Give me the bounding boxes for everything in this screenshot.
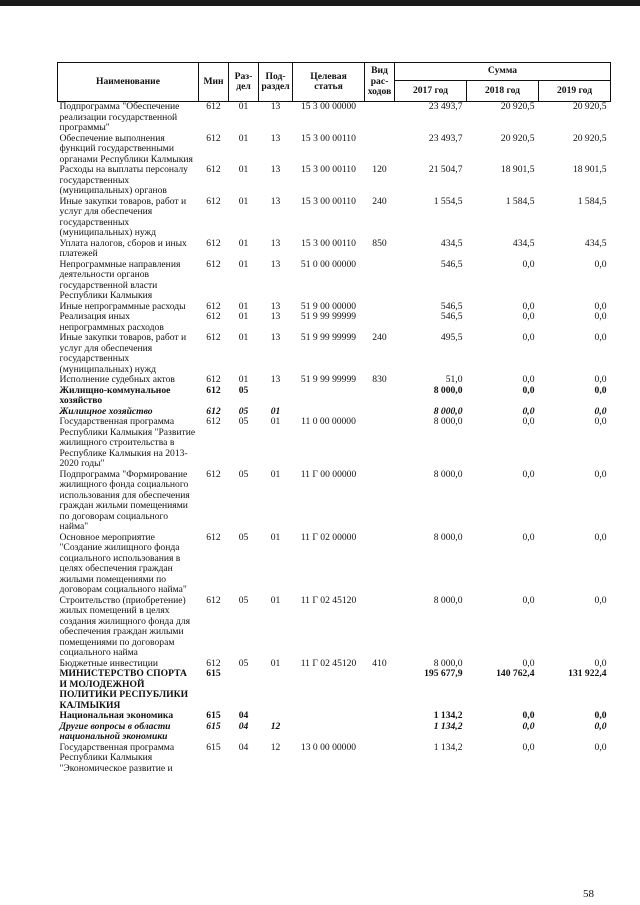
row-subsection-code: 13	[270, 101, 281, 112]
row-target-article: 15 3 00 00110	[301, 237, 356, 249]
table-row	[58, 711, 611, 722]
row-name: Строительство (приобретение) жилых помещений в целях создания жилищного фонда для обеспечения граждан жилыми помещениями по договорам социального найма	[59, 594, 191, 658]
row-sum-2019: 0,0	[594, 258, 607, 270]
row-expense-type	[365, 407, 395, 418]
row-sum-2019: 0,0	[594, 300, 607, 312]
row-section-code: 01	[238, 332, 249, 343]
row-section-code: 04	[238, 710, 249, 721]
row-sum-2018: 0,0	[522, 468, 535, 480]
table-row	[58, 260, 611, 302]
row-sum-2017: 546,5	[440, 311, 463, 322]
row-sum-2017: 495,5	[440, 332, 463, 343]
row-name: Жилищное хозяйство	[59, 405, 153, 417]
row-section-code: 01	[238, 237, 249, 249]
row-ministry-code: 612	[206, 468, 221, 480]
row-sum-2018: 0,0	[522, 311, 535, 322]
row-ministry-code: 612	[206, 594, 221, 606]
row-target-article: 15 3 00 00000	[300, 101, 357, 112]
row-sum-2017: 8 000,0	[433, 416, 463, 427]
row-ministry-code: 612	[206, 300, 221, 312]
row-target-article	[293, 722, 365, 743]
row-expense-type: 240	[372, 332, 387, 343]
row-name: Исполнение судебных актов	[59, 374, 175, 385]
row-name: Иные непрограммные расходы	[59, 300, 186, 312]
row-subsection-code: 01	[270, 468, 281, 480]
row-ministry-code: 612	[206, 101, 221, 112]
table-row	[58, 197, 611, 239]
table-row	[58, 386, 611, 407]
row-section-code: 04	[238, 741, 249, 753]
row-sum-2019: 0,0	[594, 311, 607, 322]
row-section-code: 04	[238, 720, 249, 732]
row-target-article: 11 0 00 00000	[301, 416, 356, 427]
row-sum-2017: 195 677,9	[424, 668, 463, 679]
row-sum-2019: 0,0	[594, 741, 607, 753]
row-sum-2018: 0,0	[522, 374, 535, 385]
row-target-article: 15 3 00 00110	[301, 195, 356, 207]
row-sum-2017: 21 504,7	[428, 164, 463, 175]
row-section-code: 01	[238, 374, 249, 385]
row-subsection-code: 01	[270, 531, 281, 543]
header-expense-type: Вид рас- ходов	[365, 63, 395, 102]
row-sum-2019: 20 920,5	[572, 101, 607, 112]
row-expense-type	[365, 669, 395, 711]
row-sum-2019: 0,0	[594, 531, 607, 543]
row-name: Основное мероприятие "Создание жилищного фонда социального использования в целях обеспечения граждан жилыми помещениями по договорам социального найма"	[59, 531, 187, 595]
row-name: Непрограммные направления деятельности органов государственной власти Республики Калмыкия	[59, 258, 181, 301]
row-target-article: 51 9 00 00000	[300, 300, 357, 312]
row-ministry-code: 615	[206, 710, 221, 721]
table-row	[58, 134, 611, 166]
table-row	[58, 417, 611, 470]
row-expense-type	[365, 533, 395, 596]
row-subsection-code: 01	[270, 594, 281, 606]
row-sum-2018: 0,0	[522, 300, 535, 312]
row-target-article: 11 Г 02 45120	[300, 657, 357, 669]
row-sum-2018: 1 584,5	[505, 195, 535, 207]
row-name: Подпрограмма "Обеспечение реализации государственной программы"	[59, 101, 180, 133]
row-sum-2017: 8 000,0	[433, 531, 463, 543]
row-sum-2017: 8 000,0	[433, 468, 463, 480]
header-min: Мин	[199, 63, 229, 102]
row-ministry-code: 612	[206, 332, 221, 343]
row-expense-type: 240	[372, 195, 387, 207]
row-sum-2017: 546,5	[440, 258, 463, 270]
row-ministry-code: 612	[206, 258, 221, 270]
row-ministry-code: 612	[206, 311, 221, 322]
row-sum-2018: 0,0	[522, 332, 535, 343]
budget-table	[57, 62, 611, 774]
row-subsection-code: 01	[270, 405, 281, 417]
table-row	[58, 669, 611, 711]
table-row	[58, 102, 611, 134]
row-ministry-code: 612	[206, 531, 221, 543]
row-section-code: 05	[238, 594, 249, 606]
row-sum-2017: 546,5	[440, 300, 463, 312]
row-section-code: 05	[238, 405, 249, 417]
row-subsection-code	[259, 669, 293, 711]
row-sum-2019: 0,0	[594, 710, 607, 721]
row-ministry-code: 612	[206, 164, 221, 175]
row-ministry-code: 612	[206, 374, 221, 385]
row-expense-type	[365, 596, 395, 659]
row-section-code: 01	[238, 311, 249, 322]
header-sum: Сумма	[395, 63, 611, 81]
row-sum-2018: 0,0	[522, 720, 535, 732]
row-sum-2019: 1 584,5	[577, 195, 607, 207]
row-name: Жилищно-коммунальное хозяйство	[59, 384, 171, 406]
row-sum-2018: 140 762,4	[496, 668, 535, 679]
row-section-code: 01	[238, 101, 249, 112]
row-subsection-code: 01	[270, 657, 281, 669]
row-sum-2019: 0,0	[594, 657, 607, 669]
table-header	[58, 63, 611, 102]
row-sum-2019: 434,5	[584, 237, 607, 249]
row-sum-2018: 0,0	[522, 531, 535, 543]
table-row	[58, 375, 611, 386]
row-name: Иные закупки товаров, работ и услуг для обеспечения государственных (муниципальных) нужд	[59, 195, 187, 238]
row-section-code: 05	[238, 531, 249, 543]
row-sum-2017: 23 493,7	[428, 132, 463, 144]
row-sum-2017: 8 000,0	[433, 384, 463, 396]
row-sum-2019: 131 922,4	[568, 668, 607, 679]
row-expense-type	[365, 722, 395, 743]
row-sum-2017: 1 134,2	[433, 741, 463, 753]
row-sum-2017: 1 134,2	[433, 710, 463, 721]
row-sum-2017: 51,0	[445, 374, 463, 385]
row-sum-2018: 0,0	[522, 657, 535, 669]
row-sum-2019: 0,0	[594, 405, 607, 417]
row-target-article: 11 Г 00 00000	[300, 468, 357, 480]
row-ministry-code: 612	[206, 195, 221, 207]
row-sum-2018: 18 901,5	[500, 164, 535, 175]
row-section-code: 05	[238, 416, 249, 427]
row-expense-type	[365, 312, 395, 333]
row-section-code: 01	[238, 164, 249, 175]
row-sum-2019: 0,0	[594, 416, 607, 427]
row-expense-type: 120	[372, 164, 387, 175]
row-sum-2019: 0,0	[594, 332, 607, 343]
table-row	[58, 743, 611, 775]
row-sum-2019: 20 920,5	[572, 132, 607, 144]
row-target-article: 15 3 00 00110	[301, 132, 356, 144]
row-target-article: 13 0 00 00000	[300, 741, 357, 753]
row-ministry-code: 612	[206, 237, 221, 249]
row-subsection-code: 13	[270, 311, 281, 322]
row-ministry-code: 612	[206, 416, 221, 427]
table-row	[58, 312, 611, 333]
row-name: Бюджетные инвестиции	[59, 657, 158, 669]
row-section-code: 01	[238, 132, 249, 144]
row-sum-2019: 0,0	[594, 594, 607, 606]
row-name: Подпрограмма "Формирование жилищного фонда социального использования для обеспечения граждан жильми помещениями по договорам социального найма"	[59, 468, 190, 532]
row-sum-2018: 0,0	[522, 741, 535, 753]
row-expense-type	[365, 743, 395, 775]
row-expense-type	[365, 102, 395, 134]
header-razdel: Раз- дел	[229, 63, 259, 102]
table-row	[58, 596, 611, 659]
row-ministry-code: 612	[206, 657, 221, 669]
row-expense-type	[365, 386, 395, 407]
row-ministry-code: 615	[206, 668, 221, 679]
row-name: Национальная экономика	[59, 710, 174, 721]
row-sum-2018: 434,5	[512, 237, 535, 249]
row-subsection-code	[259, 711, 293, 722]
row-target-article: 51 0 00 00000	[300, 258, 357, 270]
row-sum-2017: 434,5	[440, 237, 463, 249]
row-name: Реализация иных непрограммных расходов	[59, 311, 164, 333]
row-expense-type	[365, 470, 395, 533]
table-row	[58, 533, 611, 596]
document-page	[57, 62, 610, 774]
row-name: Иные закупки товаров, работ и услуг для обеспечения государственных (муниципальных) нужд	[59, 332, 187, 375]
row-sum-2018: 0,0	[522, 710, 535, 721]
row-target-article: 51 9 99 99999	[300, 332, 357, 343]
row-sum-2017: 8 000,0	[433, 594, 463, 606]
row-ministry-code: 615	[206, 741, 221, 753]
header-target-article: Целевая статья	[293, 63, 365, 102]
row-sum-2018: 0,0	[522, 416, 535, 427]
row-target-article: 11 Г 02 45120	[300, 594, 357, 606]
row-expense-type	[365, 302, 395, 313]
header-year-2018: 2018 год	[467, 81, 539, 102]
row-subsection-code: 12	[270, 741, 281, 753]
row-target-article	[293, 711, 365, 722]
row-ministry-code: 612	[206, 384, 221, 396]
row-target-article: 51 9 99 99999	[300, 374, 357, 385]
row-name: Государственная программа Республики Калмыкия "Экономическое развитие и	[59, 741, 175, 774]
row-ministry-code: 612	[206, 132, 221, 144]
row-name: Расходы на выплаты персоналу государственных (муниципальных) органов	[59, 164, 188, 196]
row-section-code: 01	[238, 300, 249, 312]
row-subsection-code: 13	[270, 374, 281, 385]
row-expense-type	[365, 260, 395, 302]
row-expense-type	[365, 134, 395, 166]
row-section-code: 05	[238, 468, 249, 480]
table-row	[58, 722, 611, 743]
row-subsection-code: 13	[270, 164, 281, 175]
top-border	[0, 0, 640, 6]
row-section-code: 05	[238, 657, 249, 669]
row-section-code: 01	[238, 195, 249, 207]
row-sum-2017: 8 000,0	[433, 657, 463, 669]
row-subsection-code	[259, 386, 293, 407]
row-section-code: 01	[238, 258, 249, 270]
row-subsection-code: 01	[270, 416, 281, 427]
row-expense-type	[365, 711, 395, 722]
row-subsection-code: 13	[270, 195, 281, 207]
row-name: Обеспечение выполнения функций государственными органами Республики Калмыкия	[59, 132, 193, 165]
row-name: Другие вопросы в области национальной экономики	[59, 720, 171, 742]
header-year-2017: 2017 год	[395, 81, 467, 102]
row-sum-2018: 0,0	[522, 258, 535, 270]
header-podrazdel: Под- раздел	[259, 63, 293, 102]
row-sum-2018: 20 920,5	[500, 132, 535, 144]
row-sum-2019: 0,0	[594, 384, 607, 396]
row-subsection-code: 13	[270, 237, 281, 249]
table-body	[58, 102, 611, 775]
page-number: 58	[583, 888, 594, 900]
row-subsection-code: 13	[270, 132, 281, 144]
row-target-article: 51 9 99 99999	[300, 311, 357, 322]
table-row	[58, 239, 611, 260]
row-sum-2018: 0,0	[522, 594, 535, 606]
row-sum-2019: 0,0	[594, 468, 607, 480]
row-ministry-code: 612	[206, 405, 221, 417]
row-sum-2019: 0,0	[594, 374, 607, 385]
row-target-article: 15 3 00 00110	[301, 164, 356, 175]
row-sum-2019: 0,0	[594, 720, 607, 732]
row-section-code	[229, 669, 259, 711]
row-expense-type: 410	[372, 657, 387, 669]
row-expense-type	[365, 417, 395, 470]
row-sum-2017: 1 554,5	[433, 195, 463, 207]
row-name: Уплата налогов, сборов и иных платежей	[59, 237, 187, 259]
row-target-article	[293, 386, 365, 407]
row-subsection-code: 13	[270, 300, 281, 312]
header-name: Наименование	[58, 63, 199, 102]
row-name: МИНИСТЕРСТВО СПОРТА И МОЛОДЕЖНОЙ ПОЛИТИКИ РЕСПУБЛИКИ КАЛМЫКИЯ	[59, 668, 189, 711]
row-sum-2018: 20 920,5	[500, 101, 535, 112]
table-row	[58, 165, 611, 197]
row-ministry-code: 615	[206, 720, 221, 732]
row-expense-type: 850	[372, 237, 387, 249]
table-row	[58, 333, 611, 375]
row-target-article	[293, 669, 365, 711]
row-sum-2019: 18 901,5	[572, 164, 607, 175]
row-sum-2018: 0,0	[522, 405, 535, 417]
row-expense-type: 830	[372, 374, 387, 385]
row-subsection-code: 13	[270, 258, 281, 270]
row-target-article: 11 Г 02 00000	[300, 531, 357, 543]
header-year-2019: 2019 год	[539, 81, 611, 102]
row-sum-2018: 0,0	[522, 384, 535, 396]
row-subsection-code: 12	[270, 720, 281, 732]
row-sum-2017: 1 134,2	[433, 720, 463, 732]
row-section-code: 05	[238, 384, 249, 396]
table-row	[58, 470, 611, 533]
row-sum-2017: 23 493,7	[428, 101, 463, 112]
row-name: Государственная программа Республики Калмыкия "Развитие жилищного строительства в Республике Калмыкия на 2013-2020 годы"	[59, 416, 196, 469]
row-sum-2017: 8 000,0	[433, 405, 463, 417]
row-subsection-code: 13	[270, 332, 281, 343]
